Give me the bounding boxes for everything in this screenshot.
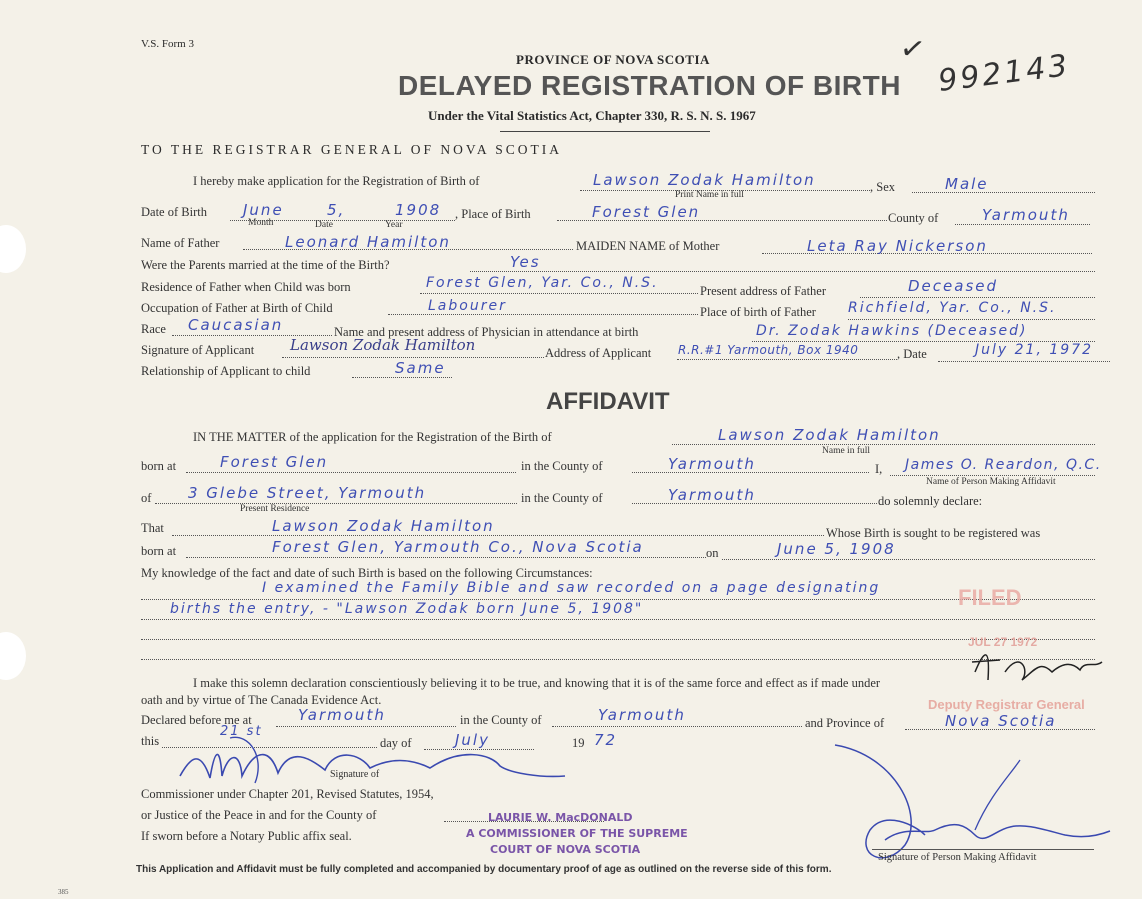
application-date-field: July 21, 1972 bbox=[975, 342, 1093, 358]
knowledge-label: My knowledge of the fact and date of such Birth is based on the following Circumstances: bbox=[141, 566, 593, 580]
born-at-full-field: Forest Glen, Yarmouth Co., Nova Scotia bbox=[272, 538, 644, 556]
punch-hole-top bbox=[0, 225, 26, 273]
father-field: Leonard Hamilton bbox=[285, 233, 451, 251]
justice-line: or Justice of the Peace in and for the County of bbox=[141, 808, 377, 822]
born-on-field: June 5, 1908 bbox=[777, 540, 896, 558]
pob-field: Forest Glen bbox=[592, 203, 701, 221]
county-of-birth-field: Yarmouth bbox=[668, 455, 756, 473]
married-label: Were the Parents married at the time of the Birth? bbox=[141, 258, 390, 272]
registrar-initials bbox=[960, 640, 1110, 690]
born-at-field: Forest Glen bbox=[220, 453, 329, 471]
child-name-field: Lawson Zodak Hamilton bbox=[593, 171, 816, 189]
declaration-line-2: oath and by virtue of The Canada Evidence Act. bbox=[141, 693, 382, 707]
declared-at-label: Declared before me at bbox=[141, 713, 252, 727]
applicant-signature-label: Signature of Applicant bbox=[141, 343, 255, 357]
occupation-label: Occupation of Father at Birth of Child bbox=[141, 301, 333, 315]
sex-label: , Sex bbox=[870, 180, 895, 194]
occupation-field: Labourer bbox=[428, 298, 507, 314]
deponent-name-field: James O. Reardon, Q.C. bbox=[905, 457, 1102, 473]
circumstance-line-2: births the entry, - "Lawson Zodak born June 5, 1908" bbox=[170, 601, 644, 617]
deponent-caption: Name of Person Making Affidavit bbox=[926, 477, 1056, 487]
declared-day-field: 21 st bbox=[220, 724, 263, 739]
day-of-label: day of bbox=[380, 736, 412, 750]
province-heading: PROVINCE OF NOVA SCOTIA bbox=[516, 52, 710, 67]
page-title: DELAYED REGISTRATION OF BIRTH bbox=[398, 70, 901, 101]
father-label: Name of Father bbox=[141, 236, 220, 250]
declared-at-field: Yarmouth bbox=[298, 706, 386, 724]
affidavit-heading: AFFIDAVIT bbox=[546, 388, 670, 415]
declared-month-field: July bbox=[455, 731, 490, 749]
that-name-field: Lawson Zodak Hamilton bbox=[272, 517, 495, 535]
form-code: V.S. Form 3 bbox=[141, 38, 194, 50]
that-label: That bbox=[141, 521, 164, 535]
on-label: on bbox=[706, 546, 719, 560]
applicant-address-field: R.R.#1 Yarmouth, Box 1940 bbox=[678, 343, 859, 357]
application-date-label: , Date bbox=[897, 347, 927, 361]
circumstance-line-1: I examined the Family Bible and saw recorded on a page designating bbox=[262, 580, 881, 596]
commissioner-stamp-line-1: LAURIE W. MacDONALD bbox=[488, 811, 633, 824]
physician-field: Dr. Zodak Hawkins (Deceased) bbox=[756, 323, 1028, 339]
subtitle-rule bbox=[500, 131, 710, 132]
whose-birth-label: Whose Birth is sought to be registered was bbox=[826, 526, 1041, 540]
dob-month-field: June bbox=[243, 201, 284, 219]
year-caption: Year bbox=[385, 220, 403, 230]
applicant-address-label: Address of Applicant bbox=[545, 346, 652, 360]
this-label: this bbox=[141, 734, 160, 748]
declaration-line-1: I make this solemn declaration conscientiously believing it to be true, and knowing that it is of the same force and effect as if made under bbox=[193, 676, 881, 690]
name-in-full-caption: Name in full bbox=[822, 446, 871, 456]
pob-label: , Place of Birth bbox=[455, 207, 531, 221]
deponent-signature-caption: Signature of Person Making Affidavit bbox=[878, 852, 1037, 863]
father-birthplace-label: Place of birth of Father bbox=[700, 305, 816, 319]
declare-label: do solemnly declare: bbox=[878, 494, 983, 508]
deponent-residence-field: 3 Glebe Street, Yarmouth bbox=[188, 484, 427, 502]
punch-hole-bottom bbox=[0, 632, 26, 680]
deputy-registrar-stamp: Deputy Registrar General bbox=[928, 697, 1085, 712]
physician-label: Name and present address of Physician in attendance at birth bbox=[334, 325, 639, 339]
born-at-label: born at bbox=[141, 459, 177, 473]
in-county-label-2: in the County of bbox=[521, 491, 603, 505]
intro-label: I hereby make application for the Registration of Birth of bbox=[193, 174, 480, 188]
residence-label: Residence of Father when Child was born bbox=[141, 280, 351, 294]
date-caption: Date bbox=[315, 220, 333, 230]
registration-number: 992143 bbox=[936, 48, 1073, 99]
county-label: County of bbox=[888, 211, 939, 225]
race-label: Race bbox=[141, 322, 166, 336]
married-field: Yes bbox=[510, 253, 541, 271]
relationship-label: Relationship of Applicant to child bbox=[141, 364, 311, 378]
sex-field: Male bbox=[945, 175, 989, 193]
province-label: and Province of bbox=[805, 716, 885, 730]
declared-county-label: in the County of bbox=[460, 713, 542, 727]
affidavit-intro: IN THE MATTER of the application for the Registration of the Birth of bbox=[193, 430, 552, 444]
declared-county-field: Yarmouth bbox=[598, 706, 686, 724]
residence-field: Forest Glen, Yar. Co., N.S. bbox=[426, 275, 659, 291]
filed-date-stamp: JUL 27 1972 bbox=[968, 635, 1038, 649]
i-label: I, bbox=[875, 462, 883, 476]
print-name-caption: Print Name in full bbox=[675, 190, 744, 200]
commissioner-stamp-line-3: COURT OF NOVA SCOTIA bbox=[490, 843, 641, 856]
dob-year-field: 1908 bbox=[395, 201, 442, 219]
declared-province-field: Nova Scotia bbox=[945, 712, 1057, 730]
relationship-field: Same bbox=[395, 359, 446, 377]
filed-stamp: FILED bbox=[958, 585, 1022, 610]
to-registrar-line: TO THE REGISTRAR GENERAL OF NOVA SCOTIA bbox=[141, 142, 563, 157]
father-birthplace-field: Richfield, Yar. Co., N.S. bbox=[848, 300, 1057, 316]
commissioner-line: Commissioner under Chapter 201, Revised Statutes, 1954, bbox=[141, 787, 434, 801]
deponent-county-field: Yarmouth bbox=[668, 486, 756, 504]
page-subtitle: Under the Vital Statistics Act, Chapter 330, R. S. N. S. 1967 bbox=[428, 108, 756, 123]
month-caption: Month bbox=[248, 218, 274, 228]
mother-field: Leta Ray Nickerson bbox=[807, 237, 988, 255]
race-field: Caucasian bbox=[188, 316, 284, 334]
in-county-label: in the County of bbox=[521, 459, 603, 473]
mother-label: MAIDEN NAME of Mother bbox=[576, 239, 720, 253]
of-label: of bbox=[141, 491, 152, 505]
year-prefix: 19 bbox=[572, 736, 585, 750]
present-address-label: Present address of Father bbox=[700, 284, 827, 298]
commissioner-stamp-line-2: A COMMISSIONER OF THE SUPREME bbox=[466, 827, 688, 840]
affidavit-name-field: Lawson Zodak Hamilton bbox=[718, 426, 941, 444]
dob-day-field: 5, bbox=[327, 201, 346, 219]
county-field: Yarmouth bbox=[982, 206, 1070, 224]
born-at-label-2: born at bbox=[141, 544, 177, 558]
present-address-field: Deceased bbox=[908, 277, 999, 295]
footer-instructions: This Application and Affidavit must be fully completed and accompanied by documentary proof of age as outlined on the reverse side of this form. bbox=[136, 864, 832, 875]
present-residence-caption: Present Residence bbox=[240, 504, 310, 514]
bottom-code: 385 bbox=[58, 888, 69, 896]
declared-year-field: 72 bbox=[594, 731, 618, 749]
applicant-signature: Lawson Zodak Hamilton bbox=[290, 336, 476, 354]
dob-label: Date of Birth bbox=[141, 205, 207, 219]
notary-line: If sworn before a Notary Public affix seal. bbox=[141, 829, 352, 843]
check-mark: ✓ bbox=[897, 30, 928, 69]
signature-of-caption: Signature of bbox=[330, 769, 380, 780]
